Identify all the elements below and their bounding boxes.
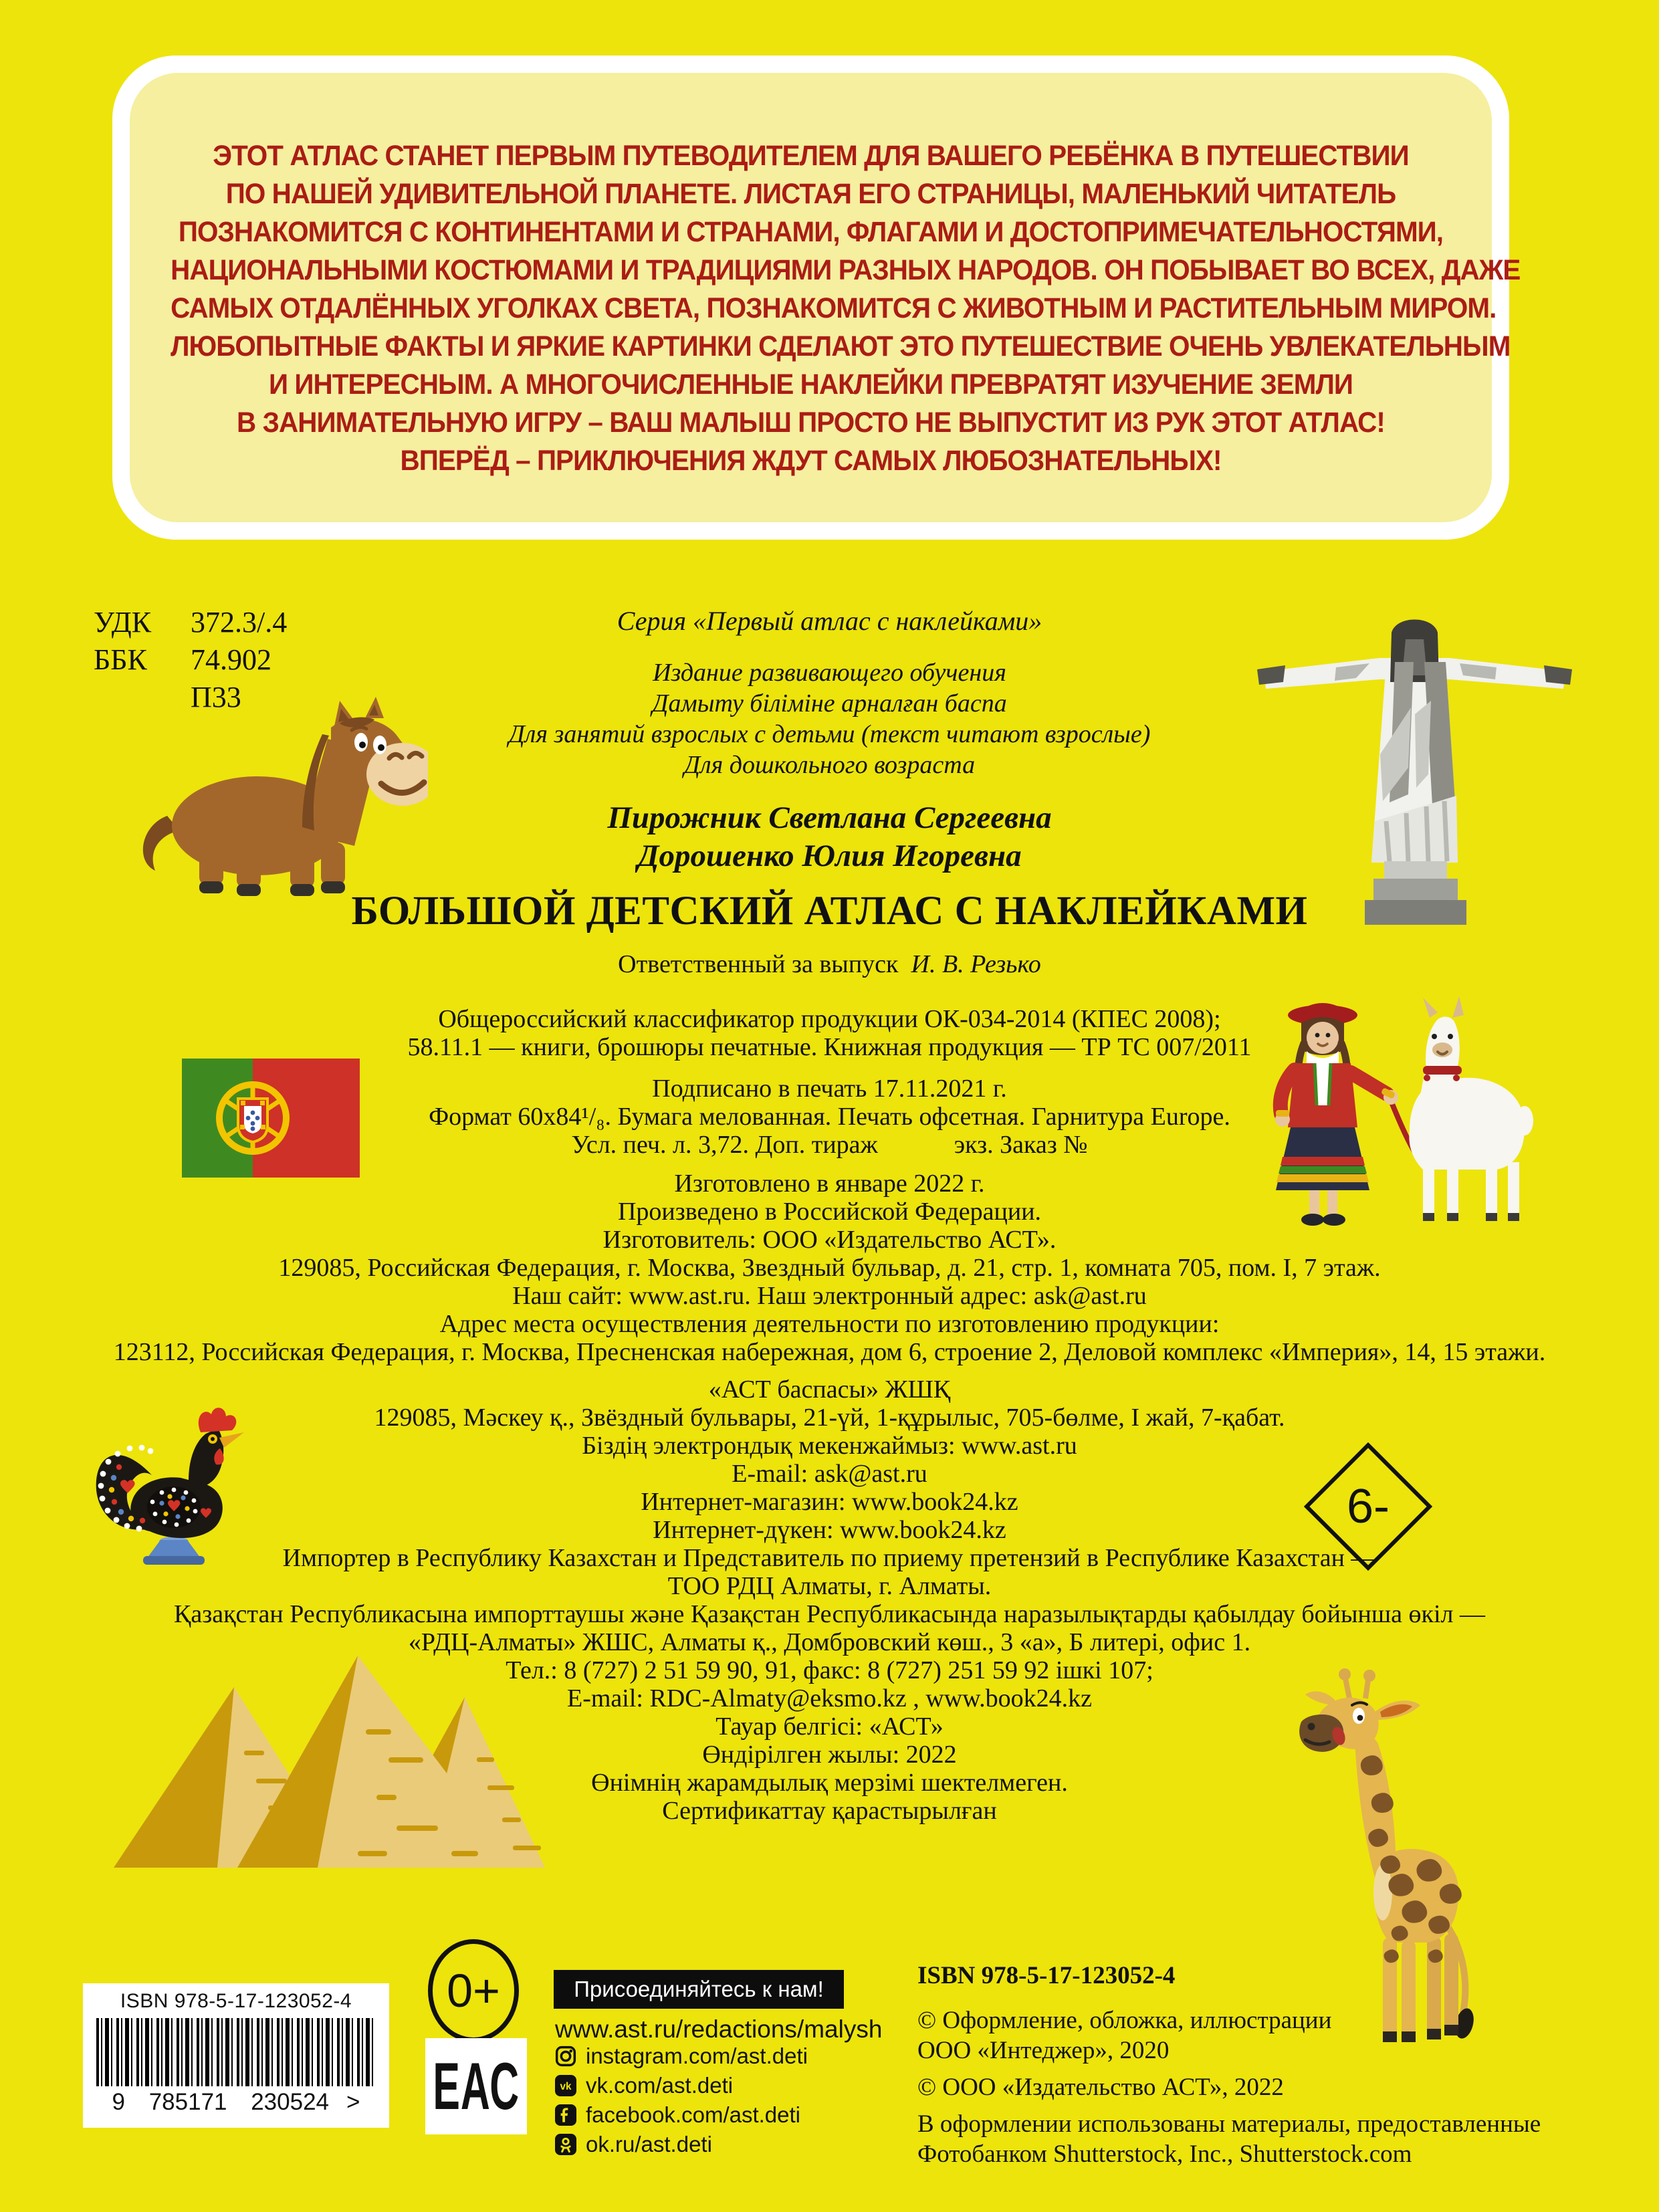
import-line: E-mail: RDC-Almaty@eksmo.kz , www.book24.kz xyxy=(566,1684,1093,1712)
social-links xyxy=(555,2043,808,2157)
intro-line: САМЫХ ОТДАЛЁННЫХ УГОЛКАХ СВЕТА, ПОЗНАКОМИТСЯ С ЖИВОТНЫМ И РАСТИТЕЛЬНЫМ МИРОМ. xyxy=(171,292,1497,324)
kazakh-line: Интернет-магазин: www.book24.kz xyxy=(641,1488,1018,1516)
barcode-number: 9 785171 230524 xyxy=(112,2089,330,2115)
social-label: vk.com/ast.deti xyxy=(586,2073,734,2098)
intro-line: ЛЮБОПЫТНЫЕ ФАКТЫ И ЯРКИЕ КАРТИНКИ СДЕЛАЮТ ЭТО ПУТЕШЕСТВИЕ ОЧЕНЬ УВЛЕКАТЕЛЬНЫМ xyxy=(171,330,1511,362)
author-code: П33 xyxy=(191,681,241,713)
copyright-paragraph xyxy=(917,2109,1640,2169)
copyright-line: В оформлении использованы материалы, предоставленные xyxy=(917,2110,1541,2138)
intro-line: ВПЕРЁД – ПРИКЛЮЧЕНИЯ ЖДУТ САМЫХ ЛЮБОЗНАТЕЛЬНЫХ! xyxy=(400,445,1222,477)
barcode-bars xyxy=(96,2018,376,2086)
intro-line: ПО НАШЕЙ УДИВИТЕЛЬНОЙ ПЛАНЕТЕ. ЛИСТАЯ ЕГО СТРАНИЦЫ, МАЛЕНЬКИЙ ЧИТАТЕЛЬ xyxy=(225,178,1396,210)
edition-block xyxy=(0,657,1659,780)
imprint-column xyxy=(0,604,1659,1825)
responsible-label: Ответственный за выпуск xyxy=(618,950,899,978)
social-label: facebook.com/ast.deti xyxy=(586,2102,801,2127)
vk-icon xyxy=(555,2075,576,2096)
eac-mark xyxy=(425,2038,527,2134)
classifier-block xyxy=(0,1005,1659,1061)
age-badge-label: 6- xyxy=(1346,1480,1390,1533)
author-name: Дорошенко Юлия Игоревна xyxy=(637,839,1022,873)
intro-line: В ЗАНИМАТЕЛЬНУЮ ИГРУ – ВАШ МАЛЫШ ПРОСТО НЕ ВЫПУСТИТ ИЗ РУК ЭТОТ АТЛАС! xyxy=(237,407,1385,439)
production-line: 123112, Российская Федерация, г. Москва, Пресненская набережная, дом 6, строение 2, Деловой комплекс «Империя», 14, 15 этажи. xyxy=(113,1338,1546,1366)
import-line: Қазақстан Республикасына импорттаушы және Қазақстан Республикасында наразылықтарды қабылдау бойынша өкіл — xyxy=(174,1600,1485,1628)
kazakh-line: Біздің электрондық мекенжаймыз: www.ast.ru xyxy=(582,1432,1077,1460)
authors-block xyxy=(0,799,1659,875)
intro-box xyxy=(112,56,1521,540)
classifier-line: 58.11.1 — книги, брошюры печатные. Книжная продукция — ТР ТС 007/2011 xyxy=(407,1033,1252,1061)
instagram-icon xyxy=(555,2045,576,2067)
kazakh-line: «АСТ баспасы» ЖШҚ xyxy=(708,1375,951,1404)
copyright-paragraph xyxy=(917,2005,1640,2066)
edition-line: Издание развивающего обучения xyxy=(653,659,1006,687)
edition-line: Для занятий взрослых с детьми (текст читают взрослые) xyxy=(508,720,1151,748)
copyright-line: Фотобанком Shutterstock, Inc., Shutterstock.com xyxy=(917,2140,1412,2168)
edition-line: Для дошкольного возраста xyxy=(683,751,976,779)
facebook-icon xyxy=(555,2104,576,2126)
intro-line: ЭТОТ АТЛАС СТАНЕТ ПЕРВЫМ ПУТЕВОДИТЕЛЕМ ДЛЯ ВАШЕГО РЕБЁНКА В ПУТЕШЕСТВИИ xyxy=(213,140,1409,172)
eac-label: ЕАС xyxy=(433,2049,520,2124)
intro-line: И ИНТЕРЕСНЫМ. А МНОГОЧИСЛЕННЫЕ НАКЛЕЙКИ ПРЕВРАТЯТ ИЗУЧЕНИЕ ЗЕМЛИ xyxy=(268,368,1353,401)
udk-value: 372.3/.4 xyxy=(191,606,288,639)
bbk-label: ББК xyxy=(94,643,147,676)
isbn-line: ISBN 978-5-17-123052-4 xyxy=(917,1962,1176,1989)
intro-text-block xyxy=(130,73,1521,522)
import-block xyxy=(0,1544,1659,1825)
production-block xyxy=(0,1170,1659,1366)
production-line: Изготовлено в январе 2022 г. xyxy=(674,1170,985,1198)
author-name: Пирожник Светлана Сергеевна xyxy=(607,800,1052,835)
import-line: ТОО РДЦ Алматы, г. Алматы. xyxy=(667,1572,992,1600)
svg-text:vk: vk xyxy=(560,2081,572,2093)
kazakh-line: Интернет-дүкен: www.book24.kz xyxy=(653,1516,1006,1544)
copyright-column xyxy=(917,1961,1640,2176)
responsible-line xyxy=(0,949,1659,980)
age-mark-0plus xyxy=(428,1939,519,2042)
print-info-line: Формат 60x84¹/₈. Бумага мелованная. Печать офсетная. Гарнитура Europe. xyxy=(429,1103,1230,1131)
udk-label: УДК xyxy=(94,606,152,639)
bbk-value: 74.902 xyxy=(191,643,271,676)
isbn-barcode xyxy=(83,1983,389,2128)
production-line: Произведено в Российской Федерации. xyxy=(617,1198,1042,1226)
import-line: Импортер в Республику Казахстан и Представитель по приему претензий в Республике Казахстан — xyxy=(282,1544,1377,1572)
book-title: БОЛЬШОЙ ДЕТСКИЙ АТЛАС С НАКЛЕЙКАМИ xyxy=(351,889,1308,933)
import-line: Өнімнің жарамдылық мерзімі шектелмеген. xyxy=(591,1769,1068,1797)
copyright-line: ООО «Интеджер», 2020 xyxy=(917,2037,1170,2064)
import-line: Сертификаттау қарастырылған xyxy=(662,1797,997,1825)
barcode-digits xyxy=(83,2089,389,2116)
responsible-name: И. В. Резько xyxy=(911,950,1041,978)
barcode-arrow: > xyxy=(346,2089,360,2115)
social-row-instagram xyxy=(555,2043,808,2069)
ok-icon xyxy=(555,2134,576,2155)
social-row-ok xyxy=(555,2132,808,2157)
edition-line: Дамыту біліміне арналған баспа xyxy=(652,689,1007,717)
social-label: instagram.com/ast.deti xyxy=(586,2043,808,2068)
intro-line: ПОЗНАКОМИТСЯ С КОНТИНЕНТАМИ И СТРАНАМИ, ФЛАГАМИ И ДОСТОПРИМЕЧАТЕЛЬНОСТЯМИ, xyxy=(178,216,1444,248)
copyright-line: © Оформление, обложка, иллюстрации xyxy=(917,2007,1332,2034)
print-info-line: Усл. печ. л. 3,72. Доп. тираж экз. Заказ № xyxy=(571,1131,1088,1159)
copyright-paragraph xyxy=(917,2072,1640,2102)
print-info-line: Подписано в печать 17.11.2021 г. xyxy=(652,1075,1007,1103)
production-line: Адрес места осуществления деятельности по изготовлению продукции: xyxy=(439,1310,1220,1338)
production-line: Изготовитель: ООО «Издательство АСТ». xyxy=(602,1226,1057,1254)
kazakh-line: 129085, Мәскеу қ., Звёздный бульвары, 21-үй, 1-құрылыс, 705-бөлме, I жай, 7-қабат. xyxy=(374,1404,1285,1432)
classifier-line: Общероссийский классификатор продукции ОК-034-2014 (КПЕС 2008); xyxy=(438,1005,1221,1033)
join-banner: Присоединяйтесь к нам! xyxy=(554,1970,844,2009)
production-line: 129085, Российская Федерация, г. Москва, Звездный бульвар, д. 21, стр. 1, комната 705, пом. I, 7 этаж. xyxy=(278,1254,1381,1282)
import-line: Өндірілген жылы: 2022 xyxy=(702,1741,957,1769)
social-row-vk xyxy=(555,2073,808,2098)
barcode-isbn-text: ISBN 978-5-17-123052-4 xyxy=(120,1990,352,2012)
import-line: Тел.: 8 (727) 2 51 59 90, 91, факс: 8 (727) 251 59 92 ішкі 107; xyxy=(506,1656,1153,1684)
social-row-facebook xyxy=(555,2102,808,2128)
import-line: Тауар белгісі: «АСТ» xyxy=(715,1712,944,1741)
series-line: Серия «Первый атлас с наклейками» xyxy=(617,606,1042,636)
social-label: ok.ru/ast.deti xyxy=(586,2132,712,2156)
import-line: «РДЦ-Алматы» ЖШС, Алматы қ., Домбровский көш., 3 «а», Б литері, офис 1. xyxy=(408,1628,1251,1656)
age-mark-label: 0+ xyxy=(447,1965,500,2017)
production-line: Наш сайт: www.ast.ru. Наш электронный адрес: ask@ast.ru xyxy=(512,1282,1147,1310)
print-info-block xyxy=(0,1075,1659,1159)
intro-line: НАЦИОНАЛЬНЫМИ КОСТЮМАМИ И ТРАДИЦИЯМИ РАЗНЫХ НАРОДОВ. ОН ПОБЫВАЕТ ВО ВСЕХ, ДАЖЕ xyxy=(171,254,1521,286)
copyright-line: © ООО «Издательство АСТ», 2022 xyxy=(917,2074,1284,2101)
kazakh-line: E-mail: ask@ast.ru xyxy=(732,1460,927,1488)
site-url: www.ast.ru/redactions/malysh xyxy=(555,2015,883,2043)
